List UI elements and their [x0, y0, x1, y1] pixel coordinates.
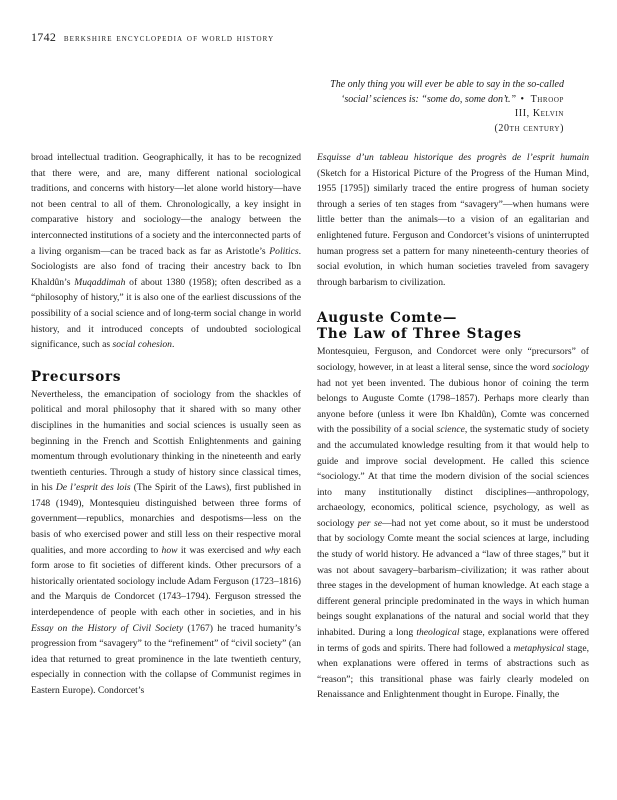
- comte-paragraph: Montesquieu, Ferguson, and Condorcet were only “precursors” of sociology, however, in at least a literal sense, since the word sociology had not yet been invented. The dubious honor of coining the term belongs to Auguste Comte (1798–1857). Perhaps more clearly than anyone before (unless it were Ibn Khaldûn), Comte was concerned with the possibility of a social science, the systematic study of society and the accumulated knowledge resulting from it that would help to guide and improve social development. He called this science “sociology.” At that time the modern division of the social sciences into many institutionally distinct disciplines—anthropology, archaeology, economics, political science, psychology, as well as sociology per se—had not yet come about, so it must be understood that by sociology Comte meant the social sciences at large, including the study of world history. He advanced a “law of three stages,” but it was not about savagery–barbarism–civilization; it was rather about three stages in the development of human knowledge. At each stage a different general principle predominated in the ways in which human beings sought explanations of the natural and social world that they inhabited. During a long theological stage, explanations were offered in terms of gods and spirits. There had followed a metaphysical stage, when explanations were offered in terms of abstractions such as “reason”; this transitional phase was fairly clearly modeled on Renaissance and Enlightenment thought in Europe. Finally, the: [317, 346, 589, 701]
- section-heading-comte: Auguste Comte— The Law of Three Stages: [317, 310, 522, 343]
- epigraph-bullet: •: [520, 93, 525, 105]
- epigraph: [330, 78, 564, 136]
- right-column: [317, 150, 589, 703]
- continuation-paragraph: Esquisse d’un tableau historique des progrès de l’esprit humain (Sketch for a Historical Picture of the Progress of the Human Mind, 1955 [1795]) similarly traced the entire progress of human society through a series of ten stages from “savagery”—when humans were little better than the animals—to a vision of an egalitarian and enlightened future. Ferguson and Condorcet’s visions of uninterrupted human progress set a pattern for many nineteenth-century theories of social evolution, in which human societies traveled from savagery through barbarism to civilization.: [317, 152, 589, 288]
- page-number: 1742: [31, 30, 57, 44]
- section-heading-precursors: Precursors: [31, 368, 122, 385]
- running-head: [31, 30, 591, 46]
- precursors-paragraph: Nevertheless, the emancipation of sociology from the shackles of political and moral philosophy that it shared with so many other disciplines in the humanities and social sciences is usually seen as beginning in the French and Scottish Enlightenments and gaining momentum through evolutionary thinking in the nineteenth and early twentieth centuries. Through a study of history since classical times, in his De l’esprit des lois (The Spirit of the Laws), first published in 1748 (1949), Montesquieu distinguished between three forms of government—republics, monarchies and despotisms—less on the basis of who exercised power and still less on their respective moral qualities, and more according to how it was exercised and why each form arose to fit societies of different kinds. Other precursors of a historically orientated sociology include Adam Ferguson (1723–1816) and the Marquis de Condorcet (1743–1794). Ferguson stressed the interdependence of people with each other in societies, and in his Essay on the History of Civil Society (1767) he traced humanity’s progression from “savagery” to the “refinement” of “civil society” (an idea that returned to great prominence in the late twentieth century, especially in connection with the collapse of Communist regimes in Eastern Europe). Condorcet’s: [31, 388, 301, 696]
- left-column: [31, 150, 301, 699]
- epigraph-author: Throop III, Kelvin: [514, 93, 564, 119]
- intro-paragraph: broad intellectual tradition. Geographically, it has to be recognized that there were, and are, many different national sociological traditions, and concerns with history—let alone world history—have not been central to all of them. Chronologically, a key insight in comparative history and sociology—the analogy between the interconnected institutions of a society and the interconnected parts of a living organism—can be traced back as far as Aristotle’s Politics. Sociologists are also fond of tracing their ancestry back to Ibn Khaldûn’s Muqaddimah of about 1380 (1958); often described as a “philosophy of history,” it is also one of the earliest discussions of the possibility of a social science and of long-term social change in world history, and it introduced concepts of undoubted sociological significance, such as social cohesion.: [31, 152, 301, 351]
- book-title: berkshire encyclopedia of world history: [63, 33, 275, 44]
- epigraph-century: (20th century): [494, 122, 564, 134]
- epigraph-text: The only thing you will ever be able to say in the so-called ‘social’ sciences is: “some do, some don’t.”: [330, 79, 564, 105]
